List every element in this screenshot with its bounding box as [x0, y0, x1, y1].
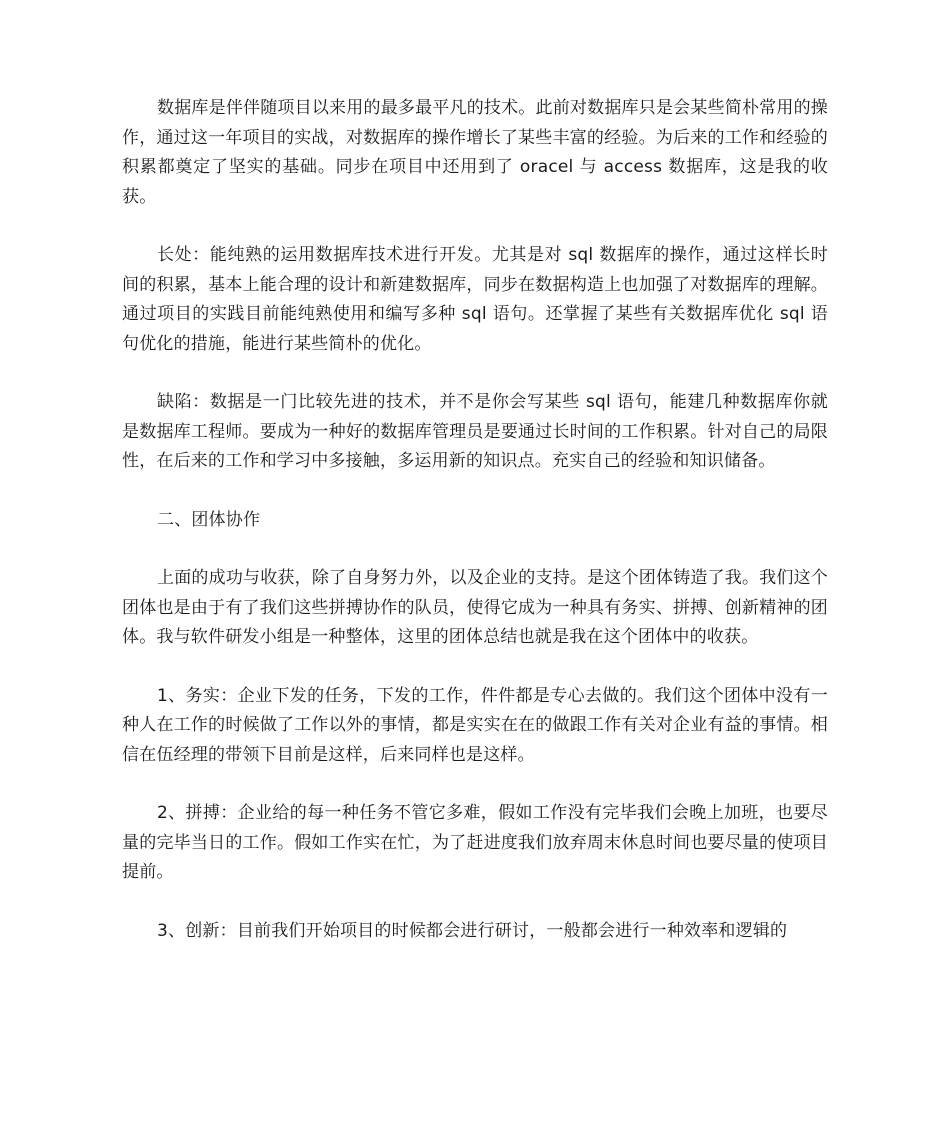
- paragraph-innovation: 3、创新：目前我们开始项目的时候都会进行研讨，一般都会进行一种效率和逻辑的: [157, 920, 788, 941]
- paragraph-strengths: 长处：能纯熟的运用数据库技术进行开发。尤其是对 sql 数据库的操作，通过这样长时间的积累，基本上能合理的设计和新建数据库，同步在数据构造上也加强了对数据库的理解。通过项目的实践目前能纯熟使用和编写多种 sql 语句。还掌握了某些有关数据库优化 sql 语句优化的措施，能进行某些简朴的优化。: [122, 245, 828, 354]
- paragraph-database-experience: 数据库是伴伴随项目以来用的最多最平凡的技术。此前对数据库只是会某些简朴常用的操作，通过这一年项目的实战，对数据库的操作增长了某些丰富的经验。为后来的工作和经验的积累都奠定了坚实的基础。同步在项目中还用到了 oracel 与 access 数据库，这是我的收获。: [122, 98, 828, 207]
- paragraph-weaknesses: 缺陷：数据是一门比较先进的技术，并不是你会写某些 sql 语句，能建几种数据库你就是数据库工程师。要成为一种好的数据库管理员是要通过长时间的工作积累。针对自己的局限性，在后来的工作和学习中多接触，多运用新的知识点。充实自己的经验和知识储备。: [122, 392, 828, 471]
- paragraph-pragmatism: 1、务实：企业下发的任务，下发的工作，件件都是专心去做的。我们这个团体中没有一种人在工作的时候做了工作以外的事情，都是实实在在的做跟工作有关对企业有益的事情。相信在伍经理的带领下目前是这样，后来同样也是这样。: [122, 685, 828, 765]
- document-page: [122, 94, 828, 975]
- section-heading-teamwork: 二、团体协作: [157, 509, 261, 530]
- paragraph-hard-work: 2、拼搏：企业给的每一种任务不管它多难，假如工作没有完毕我们会晚上加班，也要尽量的完毕当日的工作。假如工作实在忙，为了赶进度我们放弃周末休息时间也要尽量的使项目提前。: [122, 803, 828, 882]
- paragraph-team-success: 上面的成功与收获，除了自身努力外，以及企业的支持。是这个团体铸造了我。我们这个团体也是由于有了我们这些拼搏协作的队员，使得它成为一种具有务实、拼搏、创新精神的团体。我与软件研发小组是一种整体，这里的团体总结也就是我在这个团体中的收获。: [122, 568, 828, 647]
